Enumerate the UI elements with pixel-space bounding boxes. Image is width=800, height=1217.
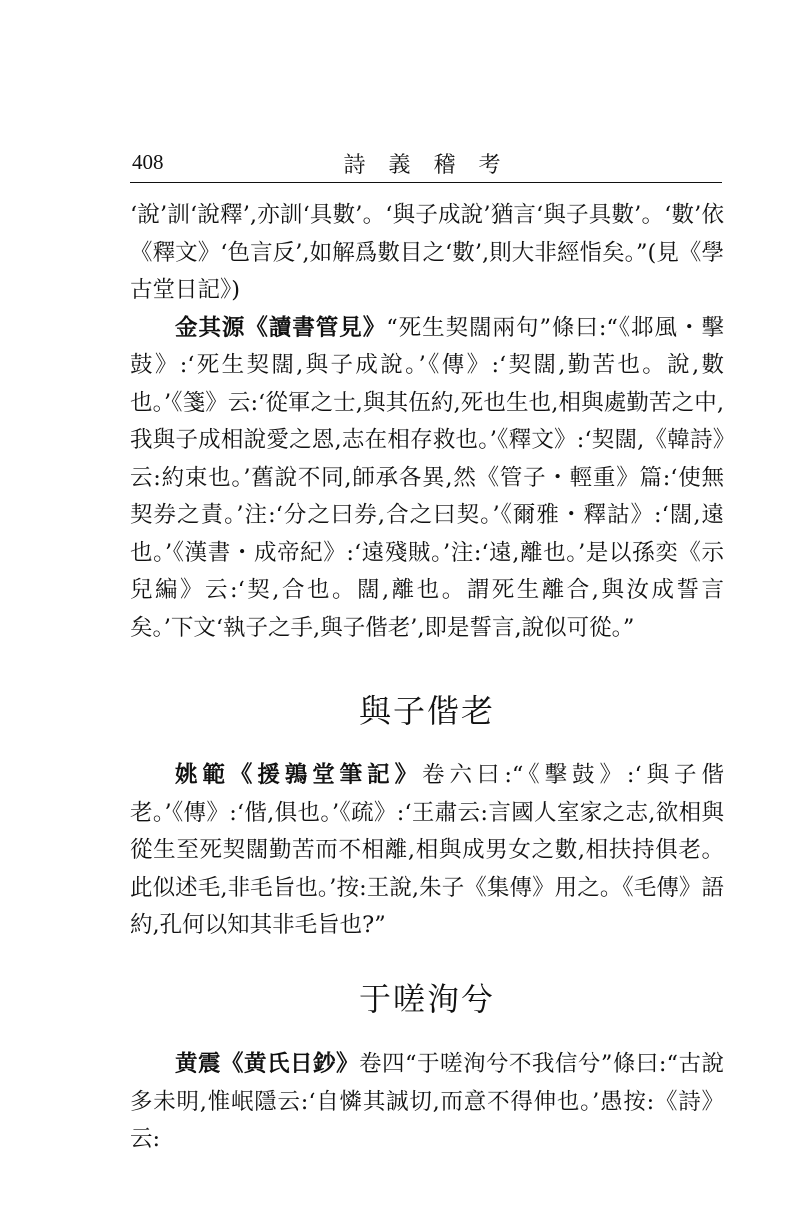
citation-source: 黄震《黄氏日鈔》 — [175, 1051, 359, 1077]
citation-text: 卷四“于嗟洵兮不我信兮”條曰:“古說多未明,惟岷隱云:‘自憐其誠切,而意不得伸也。’愚按:《詩》云: — [130, 1051, 724, 1152]
paragraph-yao-fan — [130, 757, 724, 945]
running-title: 詩 義 稽 考 — [343, 153, 509, 178]
citation-text: “死生契闊兩句”條曰:“《邶風・擊鼓》:‘死生契闊,與子成說。’《傳》:‘契闊,勤苦也。說,數也。’《箋》云:‘從軍之士,與其伍約,死也生也,相與處勤苦之中,我與子成相說愛之恩,志在相存救也。’《釋文》:‘契闊,《韓詩》云:約束也。’舊說不同,師承各異,然《管子・輕重》篇:‘使無契券之責。’注:‘分之曰券,合之曰契。’《爾雅・釋詁》:‘闊,遠也。’《漢書・成帝紀》:‘遠殘賊。’注:‘遠,離也。’是以孫奕《示兒編》云:‘契,合也。闊,離也。謂死生離合,與汝成誓言矣。’下文‘執子之手,與子偕老’,即是誓言,說似可從。” — [130, 314, 724, 641]
page-number: 408 — [132, 150, 164, 174]
citation-text: 卷六曰:“《擊鼓》:‘與子偕老。’《傳》:‘偕,俱也。’《疏》:‘王肅云:言國人室家之志,欲相與從生至死契闊勤苦而不相離,相與成男女之數,相扶持俱老。此似述毛,非毛旨也。’按:王說,朱子《集傳》用之。《毛傳》語約,孔何以知其非毛旨也?” — [130, 762, 724, 938]
section-heading-yu-jie-xun-xi: 于嗟洵兮 — [358, 980, 495, 1018]
text-block-1 — [130, 197, 724, 647]
section-heading-yu-zi-xie-lao: 與子偕老 — [358, 692, 495, 730]
paragraph-continuation: ‘說’訓‘說釋’,亦訓‘具數’。‘與子成說’猶言‘與子具數’。‘數’依《釋文》‘色言反’,如解爲數目之‘數’,則大非經恉矣。”(見《學古堂日記》) — [130, 202, 724, 303]
page-header — [130, 148, 722, 183]
paragraph-huang-zhen — [130, 1046, 724, 1159]
text-block-3 — [130, 1046, 724, 1159]
paragraph-jin-qiyuan — [130, 310, 724, 648]
citation-source: 金其源《讀書管見》 — [175, 314, 387, 341]
text-block-2 — [130, 757, 724, 945]
citation-source: 姚範《援鶉堂筆記》 — [175, 762, 423, 788]
